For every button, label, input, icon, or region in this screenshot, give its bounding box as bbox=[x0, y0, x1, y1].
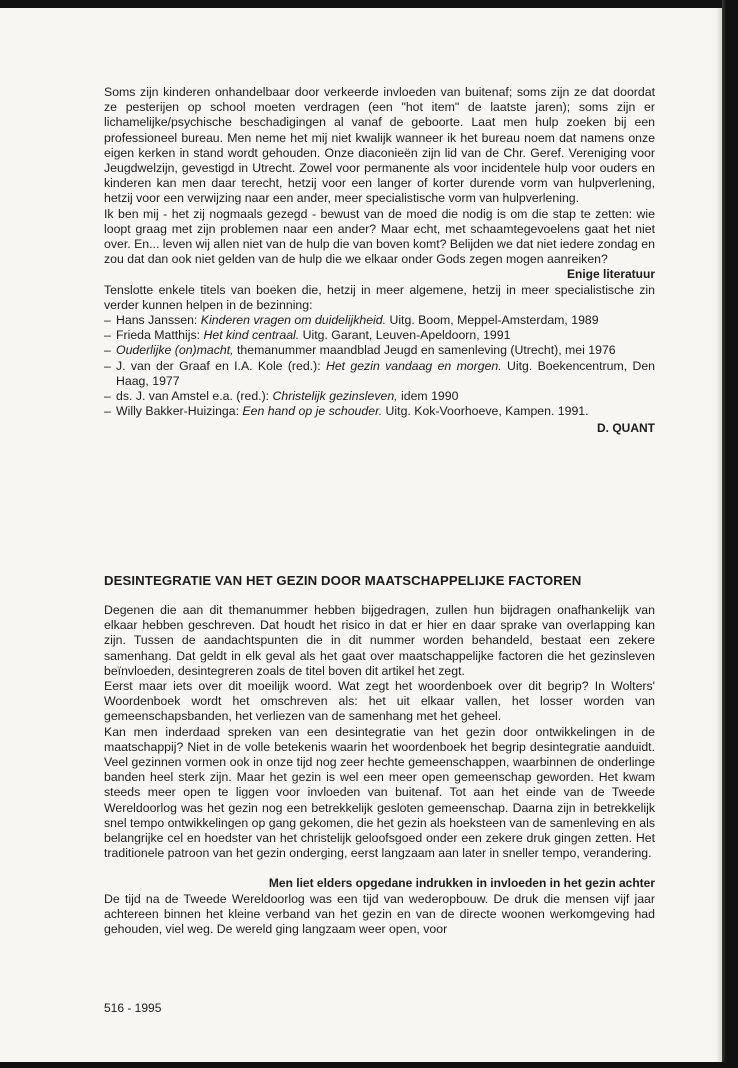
paragraph: Degenen die aan dit themanummer hebben bijgedragen, zullen hun bijdragen onafhankelijk van elkaar hebben geschreven. Dat houdt het risico in dat er hier en daar sprake van overlapping kan zijn. Tussen de aandachtspunten die in dit nummer worden behandeld, bestaat een zekere samenhang. Dat geldt in elk geval als het gaat over maatschappelijke factoren die het gezinsleven beïnvloeden, desintegreren zoals de titel boven dit artikel het zegt. bbox=[104, 603, 655, 678]
literature-item: – Willy Bakker-Huizinga: Een hand op je schouder. Uitg. Kok-Voorhoeve, Kampen. 1991. bbox=[104, 404, 589, 419]
literature-intro: Tenslotte enkele titels van boeken die, hetzij in meer algemene, hetzij in meer specialistische zin verder kunnen helpen in de bezinning: bbox=[104, 282, 655, 312]
literature-item: – J. van der Graaf en I.A. Kole (red.): Het gezin vandaag en morgen. Uitg. Boekencentrum, Den Haag, 1977 bbox=[104, 358, 656, 388]
paragraph: Eerst maar iets over dit moeilijk woord. Wat zegt het woordenboek over dit begrip? In Wolters' Woordenboek wordt het omschreven als: het uit elkaar vallen, het losser worden van gemeenschapsbanden, het verliezen van de samenhang met het geheel. bbox=[104, 679, 655, 724]
article-continuation bbox=[104, 85, 655, 437]
subheading: Men liet elders opgedane indrukken in invloeden in het gezin achter bbox=[268, 876, 655, 891]
paragraph: Kan men inderdaad spreken van een desintegratie van het gezin door ontwikkelingen in de maatschappij? Niet in de volle betekenis waarin het woordenboek het begrip desintegratie aanduidt. Veel gezinnen vormen ook in onze tijd nog zeer hechte gemeenschappen, waarbinnen de onderlinge banden heel sterk zijn. Maar het gezin is wel een meer open gemeenschap geworden. Het kwam steeds meer open te liggen voor invloeden van buitenaf. Tot aan het einde van de Tweede Wereldoorlog was het gezin nog een betrekkelijk gesloten gemeenschap. Daarna zijn in betrekkelijk snel tempo ontwikkelingen op gang gekomen, die het gezin als hoeksteen van de samenleving en als belangrijke cel en hoedster van het christelijk geloofsgoed onder een zekere druk gingen zetten. Het traditionele patroon van het gezin onderging, eerst langzaam aan later in sneller tempo, verandering. bbox=[104, 724, 655, 861]
paragraph: Soms zijn kinderen onhandelbaar door verkeerde invloeden van buitenaf; soms zijn ze dat doordat ze pesterijen op school moeten verdragen (een "hot item" de laatste jaren); soms zijn er lichamelijke/psychische beschadigingen al vanaf de geboorte. Laat men hulp zoeken bij een professioneel bureau. Men neme het mij niet kwalijk wanneer ik het bureau noem dat namens onze eigen kerken in stand wordt gehouden. Onze diaconieën zijn lid van de Chr. Geref. Vereniging voor Jeugdwelzijn, gevestigd in Utrecht. Zowel voor permanente als voor incidentele hulp voor ouders en kinderen kan men daar terecht, hetzij voor een langer of korter durende vorm van hulpverlening, hetzij voor een verwijzing naar een ander, meer specialistische vorm van hulpverlening. bbox=[104, 85, 655, 206]
paragraph: Ik ben mij - het zij nogmaals gezegd - bewust van de moed die nodig is om die stap te zetten: wie loopt graag met zijn problemen naar een ander? Maar echt, met schaamtegevoelens gaat het niet over. En... leven wij allen niet van de hulp die van boven komt? Belijden we dat niet iedere zondag en zou dat dan ook niet gelden van de hulp die we elkaar onder Gods zegen mogen aanreiken? bbox=[104, 206, 655, 267]
author-signature: D. QUANT bbox=[597, 421, 655, 436]
literature-item: – Hans Janssen: Kinderen vragen om duidelijkheid. Uitg. Boom, Meppel-Amsterdam, 1989 bbox=[104, 313, 599, 328]
page-number: 516 - 1995 bbox=[104, 1001, 162, 1015]
paragraph: De tijd na de Tweede Wereldoorlog was een tijd van wederopbouw. De druk die mensen vijf jaar achtereen binnen het kleine verband van het gezin en van de directe woonen werkomgeving had gehouden, viel weg. De wereld ging langzaam weer open, voor bbox=[104, 891, 655, 937]
literature-item: – ds. J. van Amstel e.a. (red.): Christelijk gezinsleven, idem 1990 bbox=[104, 389, 459, 404]
literature-heading: Enige literatuur bbox=[566, 267, 655, 282]
scan-border-right bbox=[722, 0, 738, 1068]
scan-border-bottom bbox=[0, 1062, 738, 1068]
literature-item: – Frieda Matthijs: Het kind centraal. Uitg. Garant, Leuven-Apeldoorn, 1991 bbox=[104, 328, 511, 343]
literature-list bbox=[104, 313, 655, 419]
literature-item: – Ouderlijke (on)macht, themanummer maandblad Jeugd en samenleving (Utrecht), mei 1976 bbox=[104, 343, 616, 358]
article bbox=[104, 572, 655, 937]
article-title: DESINTEGRATIE VAN HET GEZIN DOOR MAATSCHAPPELIJKE FACTOREN bbox=[104, 573, 582, 588]
scan-border-top bbox=[0, 0, 738, 8]
